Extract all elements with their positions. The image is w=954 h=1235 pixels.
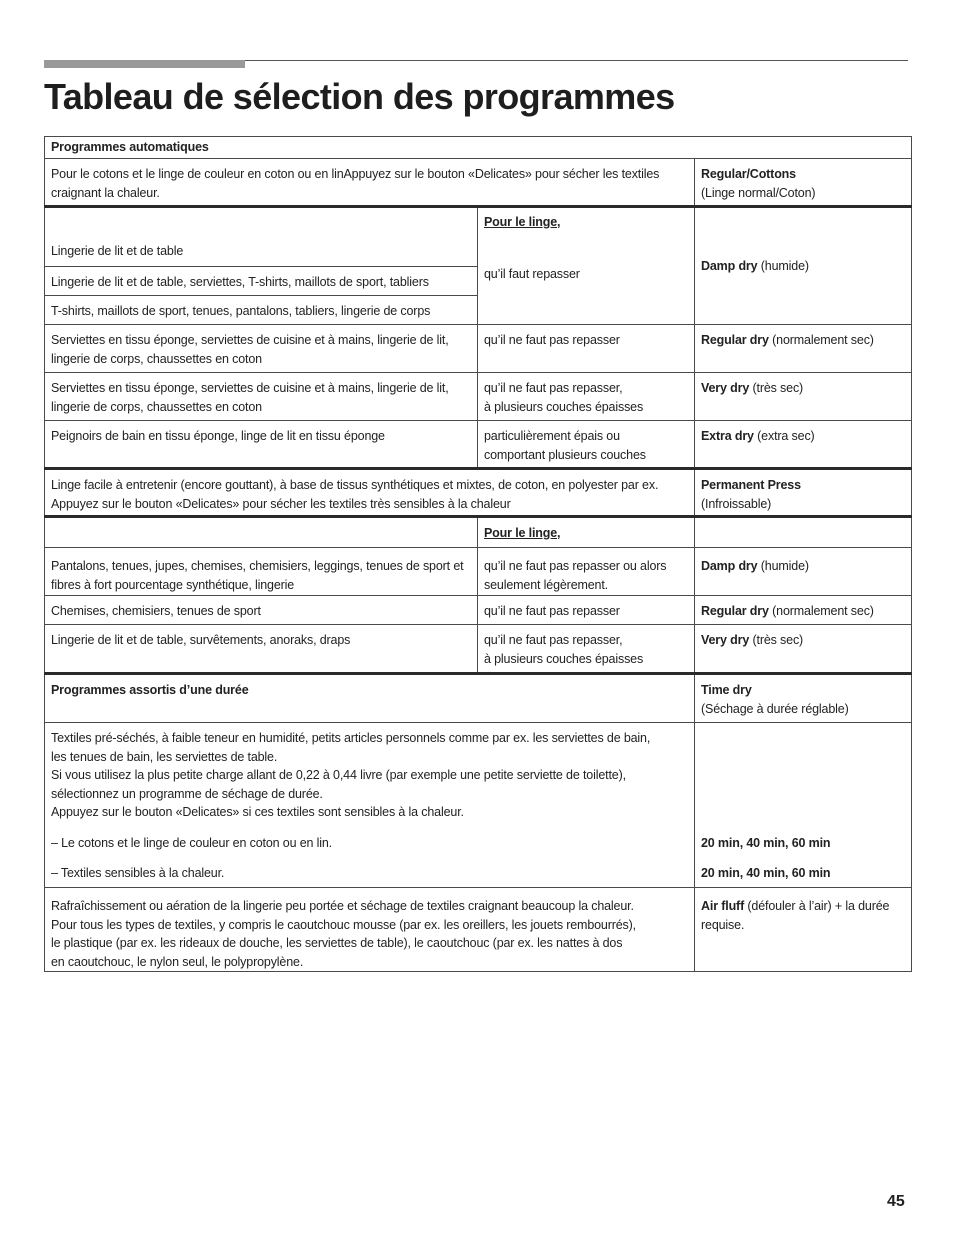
condition-text: à plusieurs couches épaisses [484,399,644,414]
table-row [45,207,912,267]
table-row [45,674,912,723]
condition-text: qu’il ne faut pas repasser, [484,381,623,395]
timed-description [45,723,695,888]
table-row [45,625,912,674]
timed-cotton-line: – Le cotons et le linge de couleur en coton ou en lin. [51,835,332,850]
description-line: Appuyez sur le bouton «Delicates» pour sécher les textiles très sensibles à la chaleur [51,496,511,511]
description-line: Linge facile à entretenir (encore gouttant), à base de tissus synthétiques et mixtes, de coton, en polyester par ex. [51,478,659,492]
program-cell [695,421,912,469]
pour-le-linge-text: Pour le linge, [484,526,561,540]
condition-cell [478,207,695,325]
table-row [45,469,912,517]
table-row [45,373,912,421]
description-line: sélectionnez un programme de séchage de durée. [51,786,323,801]
program-name: Damp dry [701,258,758,273]
header-accent-bar [44,60,245,68]
program-name: Time dry [701,683,752,697]
table-row [45,596,912,625]
condition-cell [478,625,695,674]
description-line: Si vous utilisez la plus petite charge allant de 0,22 à 0,44 livre (par exemple une petite serviette de toilette), [51,768,626,782]
fabric-description: Lingerie de lit et de table, survêtements, anoraks, draps [45,625,478,674]
program-name: Regular/Cottons [701,167,796,181]
description-line: Appuyez sur le bouton «Delicates» si ces textiles sont sensibles à la chaleur. [51,805,464,819]
program-subtitle: (normalement sec) [768,604,874,618]
page-title: Tableau de sélection des programmes [44,76,675,117]
permanent-press-description [45,469,695,517]
fabric-description: T-shirts, maillots de sport, tenues, pantalons, tabliers, lingerie de corps [45,296,478,325]
fabric-description: Lingerie de lit et de table [45,207,478,267]
program-name: Regular dry [701,604,769,618]
program-subtitle: (Infroissable) [701,496,772,511]
program-subtitle: (humide) [757,559,809,573]
program-subtitle: (extra sec) [753,429,815,443]
empty-cell [45,517,478,548]
program-cell [695,325,912,373]
timed-values-cell [695,723,912,888]
program-name: Air fluff [701,899,745,913]
program-subtitle: (humide) [757,258,809,273]
condition-text: seulement légèrement. [484,577,609,592]
condition-text: qu’il ne faut pas repasser ou alors [484,559,667,573]
program-name: Regular dry [701,333,769,347]
table-row [45,888,912,972]
condition-text: comportant plusieurs couches [484,447,646,462]
description-line: Textiles pré-séchés, à faible teneur en humidité, petits articles personnels comme par ex. les serviettes de bain, [51,731,651,745]
pour-le-linge-label [478,517,695,548]
table-row [45,723,912,888]
program-subtitle: (très sec) [749,633,804,647]
program-subtitle: (Linge normal/Coton) [701,185,816,200]
program-cell [695,207,912,325]
timed-cotton-value: 20 min, 40 min, 60 min [701,835,831,850]
fabric-description: Peignoirs de bain en tissu éponge, linge de lit en tissu éponge [45,421,478,469]
section-automatic-title: Programmes automatiques [45,137,912,159]
program-cell [695,625,912,674]
program-cell [695,373,912,421]
program-subtitle: (défouler à l’air) + la durée requise. [701,899,890,932]
program-cell [695,888,912,972]
program-cell [695,469,912,517]
condition-text: qu’il ne faut pas repasser [478,325,695,373]
table-row [45,159,912,207]
condition-cell [478,373,695,421]
page-number: 45 [887,1193,905,1210]
condition-cell [478,548,695,596]
table-row [45,548,912,596]
fabric-description: Lingerie de lit et de table, serviettes, T-shirts, maillots de sport, tabliers [45,267,478,296]
fabric-description: Serviettes en tissu éponge, serviettes de cuisine et à mains, lingerie de lit, lingerie de corps, chaussettes en coton [45,325,478,373]
program-name: Extra dry [701,429,754,443]
section-header-row [45,137,912,159]
pour-le-linge-label: Pour le linge, [484,215,561,229]
fabric-description: Pantalons, tenues, jupes, chemises, chemisiers, leggings, tenues de sport et fibres à fort pourcentage synthétique, lingerie [45,548,478,596]
program-name: Very dry [701,381,750,395]
program-subtitle: (normalement sec) [768,333,874,347]
program-cell [695,596,912,625]
program-selection-table [44,136,912,972]
table-row [45,325,912,373]
program-name: Permanent Press [701,478,801,492]
condition-text: particulièrement épais ou [484,429,620,443]
timed-sensitive-value: 20 min, 40 min, 60 min [701,866,831,880]
description-line: les tenues de bain, les serviettes de table. [51,749,278,764]
program-name: Damp dry [701,559,758,573]
description-line: Rafraîchissement ou aération de la lingerie peu portée et séchage de textiles craignant beaucoup la chaleur. [51,899,634,913]
table-row [45,421,912,469]
description-line: en caoutchouc, le nylon seul, le polypropylène. [51,954,304,969]
airfluff-description [45,888,695,972]
fabric-description: Serviettes en tissu éponge, serviettes de cuisine et à mains, lingerie de lit, lingerie de corps, chaussettes en coton [45,373,478,421]
timed-sensitive-line: – Textiles sensibles à la chaleur. [51,866,225,880]
condition-text: à plusieurs couches épaisses [484,651,644,666]
empty-cell [695,517,912,548]
program-cell [695,548,912,596]
condition-text: qu’il ne faut pas repasser, [484,633,623,647]
program-subtitle: (très sec) [749,381,804,395]
cotton-description: Pour le cotons et le linge de couleur en coton ou en linAppuyez sur le bouton «Delicates» pour sécher les textiles craignant la chaleur. [45,159,695,207]
condition-text: qu’il faut repasser [484,266,580,281]
table-row [45,517,912,548]
program-cell [695,674,912,723]
description-line: le plastique (par ex. les rideaux de douche, les serviettes de table), le caoutchouc (par ex. les nattes à dos [51,936,623,950]
fabric-description: Chemises, chemisiers, tenues de sport [45,596,478,625]
condition-text: qu’il ne faut pas repasser [478,596,695,625]
program-cell [695,159,912,207]
section-timed-title: Programmes assortis d’une durée [45,674,695,723]
description-line: Pour tous les types de textiles, y compris le caoutchouc mousse (par ex. les oreillers, les jouets rembourrés), [51,917,636,932]
program-name: Very dry [701,633,750,647]
program-subtitle: (Séchage à durée réglable) [701,701,849,716]
condition-cell [478,421,695,469]
